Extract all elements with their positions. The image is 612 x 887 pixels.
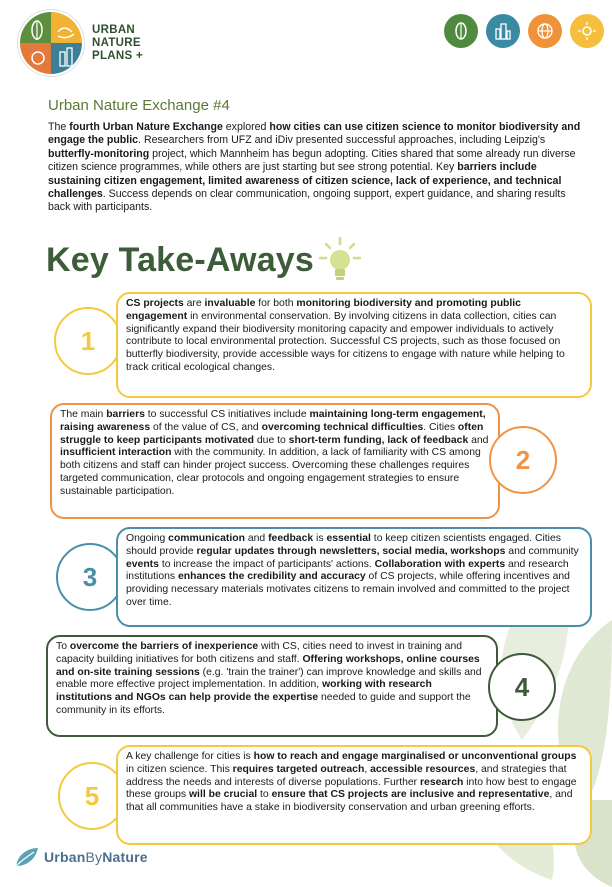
takeaway-text-segment: for both — [255, 298, 297, 309]
theme-icons — [444, 14, 604, 48]
takeaway-card-5 — [116, 745, 592, 845]
logo-wordmark — [92, 24, 143, 63]
takeaway-text-segment: To — [56, 641, 70, 652]
takeaway-text-segment: to increase the impact of participants' actions. — [158, 558, 375, 570]
urban-by-nature-leaf-icon — [14, 846, 40, 868]
exchange-subtitle: Urban Nature Exchange #4 — [48, 97, 230, 114]
takeaway-text-segment: to keep citizen scientists engaged. Cities should provide — [126, 533, 561, 557]
takeaway-text-segment: regular updates through newsletters, social media, workshops — [196, 545, 506, 557]
takeaway-text-segment: is — [313, 533, 327, 544]
takeaway-text-segment: due to — [254, 434, 289, 446]
intro-segment: . Researchers from UFZ and iDiv presented successful approaches, including Leipzig's — [138, 134, 546, 147]
takeaway-number-1: 1 — [54, 307, 122, 375]
takeaway-number-4: 4 — [488, 653, 556, 721]
takeaway-text-segment: , and strategies that address the needs and interests of diverse populations. Further — [126, 763, 567, 788]
intro-segment: . Success depends on clear communication, ongoing support, expert guidance, and sharing results back with participants. — [48, 188, 566, 214]
takeaway-number-2: 2 — [489, 426, 557, 494]
takeaway-text-segment: working with research institutions and NGOs can help provide the expertise — [56, 679, 432, 704]
key-takeaways-title: Key Take-Aways — [46, 241, 315, 279]
takeaway-card-4 — [46, 635, 498, 737]
leaf-icon — [444, 14, 478, 48]
takeaway-text-segment: monitoring biodiversity and promoting public engagement — [126, 298, 521, 322]
takeaway-text-segment: requires targeted outreach — [232, 763, 365, 775]
logo-line-2: NATURE — [92, 37, 141, 49]
takeaway-text-segment: and research institutions — [126, 558, 569, 583]
takeaway-text-segment: to — [257, 789, 272, 801]
sun-icon — [570, 14, 604, 48]
logo-line-1: URBAN — [92, 24, 136, 36]
takeaway-text-segment: Collaboration with experts — [374, 558, 506, 570]
takeaway-text-segment: needed to guide and support the community in its efforts. — [56, 692, 471, 716]
takeaway-text-segment: ensure that CS projects are inclusive and representative — [271, 789, 550, 801]
takeaway-text-segment: overcoming technical difficulties — [261, 421, 424, 433]
intro-segment: fourth Urban Nature Exchange — [69, 121, 223, 133]
takeaway-text-segment: barriers — [106, 409, 145, 420]
intro-segment: butterfly-monitoring — [48, 147, 150, 160]
takeaway-text-segment: The main — [60, 409, 107, 420]
takeaway-text-segment: insufficient interaction — [60, 447, 172, 459]
takeaway-card-2 — [50, 403, 500, 519]
takeaway-text-segment: in environmental conservation. By involving citizens in data collection, cities can significantly expand their biodiversity monitoring capacity and empower individuals to actively contribute to local environmental protection. Successful CS projects, such as those focused on butterfly biodiversity, provide accessible ways for citizens to engage with nature while helping to track critical ecological changes. — [126, 310, 565, 373]
logo-badge-icon — [18, 10, 84, 76]
takeaway-text-segment: short-term funding, lack of feedback — [288, 434, 469, 446]
takeaway-text-segment: with the community. In addition, a lack of familiarity with CS among both citizens and staff can hinder project success. Overcoming these challenges requires targeted communication, clear protocols and ongoing engagement strategies to ensure sustainable participation. — [60, 447, 481, 497]
intro-segment: The — [48, 121, 70, 133]
takeaway-text-segment: how to reach and engage marginalised or unconventional groups — [253, 751, 577, 762]
footer-brand-by: By — [85, 849, 103, 865]
intro-segment: how cities can use citizen science to monitor biodiversity and engage the public — [48, 121, 581, 147]
takeaway-text-segment: and — [244, 533, 269, 544]
takeaway-text-segment: Offering workshops, online courses and on-site training sessions — [56, 653, 480, 678]
intro-segment: barriers include sustaining citizen engagement, limited awareness of citizen science, lack of experience, and technical challenges — [48, 161, 562, 201]
lightbulb-icon — [318, 236, 362, 286]
footer-brand-nature: Nature — [102, 849, 148, 865]
footer-brand-urban: Urban — [44, 849, 86, 865]
takeaway-text-segment: enhances the credibility and accuracy — [177, 571, 366, 583]
takeaway-text-segment: feedback — [268, 533, 314, 544]
takeaway-number-5: 5 — [58, 762, 126, 830]
takeaway-text-segment: of the value of CS, and — [150, 421, 262, 433]
intro-paragraph — [48, 121, 584, 215]
takeaway-text-segment: CS projects — [126, 298, 184, 309]
takeaway-text-segment: invaluable — [204, 298, 256, 309]
takeaway-number-3: 3 — [56, 543, 124, 611]
intro-segment: explored — [222, 121, 270, 133]
takeaway-text-segment: often struggle to keep participants motivated — [60, 421, 484, 446]
takeaway-text-segment: and community — [505, 545, 579, 557]
takeaway-text-segment: A key challenge for cities is — [126, 751, 254, 762]
footer-brand-text — [44, 849, 148, 865]
intro-segment: project, which Mannheim has begun adopting. Cities shared that some already run diverse citizen science programmes, while others are just starting but see strong potential. Key — [48, 147, 576, 174]
takeaway-text-segment: Ongoing — [126, 533, 169, 544]
takeaway-text-segment: essential — [326, 533, 371, 544]
takeaway-card-1 — [116, 292, 592, 398]
takeaway-text-segment: accessible resources — [370, 763, 476, 775]
takeaway-text-segment: research — [420, 776, 464, 788]
takeaway-text-segment: , and that all communities have a stake in biodiversity conservation and urban greening efforts. — [126, 789, 573, 814]
takeaway-text-segment: . Cities — [423, 421, 458, 433]
logo-line-3: PLANS + — [92, 50, 143, 62]
takeaway-text-segment: of CS projects, while offering incentives and providing necessary materials motivates citizens to remain involved and committed to the project over time. — [126, 571, 570, 608]
takeaway-text-segment: communication — [168, 533, 245, 544]
takeaway-text-segment: and — [468, 434, 489, 446]
takeaway-text-segment: maintaining long-term engagement, raising awareness — [60, 409, 486, 433]
takeaway-text-segment: (e.g. 'train the trainer') can improve knowledge and skills and enable more effective project implementation. In addition, — [56, 666, 482, 691]
takeaway-text-segment: will be crucial — [188, 789, 258, 801]
urban-nature-plans-logo — [18, 10, 198, 80]
takeaway-text-segment: with CS, cities need to invest in training and capacity building initiatives for both citizens and staff. — [56, 641, 463, 665]
globe-icon — [528, 14, 562, 48]
urban-by-nature-logo — [14, 846, 148, 868]
takeaway-text-segment: into how best to engage these groups — [126, 776, 577, 801]
takeaway-text-segment: overcome the barriers of inexperience — [69, 641, 259, 652]
takeaway-text-segment: events — [126, 558, 159, 570]
takeaway-text-segment: to successful CS initiatives include — [144, 409, 310, 420]
takeaway-text-segment: , — [364, 763, 371, 775]
city-icon — [486, 14, 520, 48]
takeaway-card-3 — [116, 527, 592, 627]
takeaway-text-segment: are — [183, 298, 205, 309]
takeaway-text-segment: in citizen science. This — [126, 763, 233, 775]
